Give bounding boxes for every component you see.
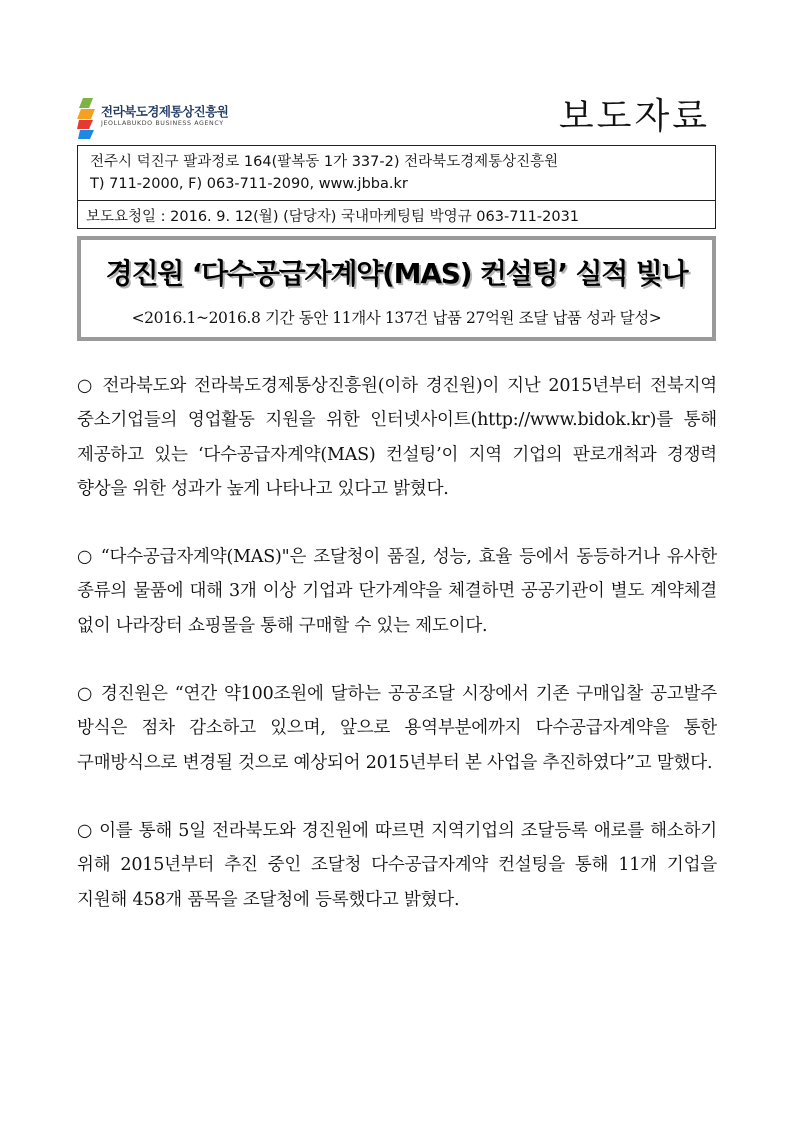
agency-logo <box>77 96 277 140</box>
contact-line: T) 711-2000, F) 063-711-2090, www.jbba.kr <box>90 176 408 192</box>
logo-text-korean: 전라북도경제통상진흥원 <box>101 104 229 119</box>
address-line: 전주시 덕진구 팔과정로 164(팔복동 1가 337-2) 전라북도경제통상진흥원 <box>90 154 559 170</box>
headline-title: 경진원 ‘다수공급자계약(MAS) 컨설팅’ 실적 빛나 <box>105 257 688 290</box>
info-box <box>77 145 716 229</box>
headline-box <box>77 236 716 341</box>
paragraph-4: ○ 이를 통해 5일 전라북도와 경진원에 따르면 지역기업의 조달등록 애로를 해소하기 위해 2015년부터 추진 중인 조달청 다수공급자계약 컨설팅을 통해 11개 기업을 지원해 458개 품목을 조달청에 등록했다고 밝혔다. <box>77 820 717 910</box>
paragraph-2: ○ “다수공급자계약(MAS)"은 조달청이 품질, 성능, 효율 등에서 동등하거나 유사한 종류의 물품에 대해 3개 이상 기업과 단가계약을 체결하면 공공기관이 별도 계약체결 없이 나라장터 쇼핑몰을 통해 구매할 수 있는 제도이다. <box>77 547 717 636</box>
press-release-title: 보도자료 <box>558 96 710 137</box>
headline-subtitle: <2016.1~2016.8 기간 동안 11개사 137건 납품 27억원 조달 납품 성과 달성> <box>131 309 662 327</box>
info-divider <box>78 200 715 201</box>
agency-logo-icon <box>77 96 99 140</box>
logo-stripe-red <box>77 120 93 129</box>
logo-stripe-green <box>79 98 93 108</box>
article-body <box>77 369 717 951</box>
logo-text-english: JEOLLABUKDO BUSINESS AGENCY <box>101 120 224 127</box>
logo-stripe-orange <box>77 109 95 119</box>
paragraph-1: ○ 전라북도와 전라북도경제통상진흥원(이하 경진원)이 지난 2015년부터 전북지역 중소기업들의 영업활동 지원을 위한 인터넷사이트(http://www.bidok.kr)를 통해 제공하고 있는 ‘다수공급자계약(MAS) 컨설팅’이 지역 기업의 판로개척과 경쟁력 향상을 위한 성과가 높게 나타나고 있다고 밝혔다. <box>77 376 717 499</box>
paragraph-3: ○ 경진원은 “연간 약100조원에 달하는 공공조달 시장에서 기존 구매입찰 공고발주 방식은 점차 감소하고 있으며, 앞으로 용역부분에까지 다수공급자계약을 통한 구매방식으로 변경될 것으로 예상되어 2015년부터 본 사업을 추진하였다”고 말했다. <box>77 684 717 773</box>
logo-stripe-blue <box>78 130 94 139</box>
request-date-line: 보도요청일 : 2016. 9. 12(월) (담당자) 국내마케팅팀 박영규 063-711-2031 <box>86 209 580 225</box>
